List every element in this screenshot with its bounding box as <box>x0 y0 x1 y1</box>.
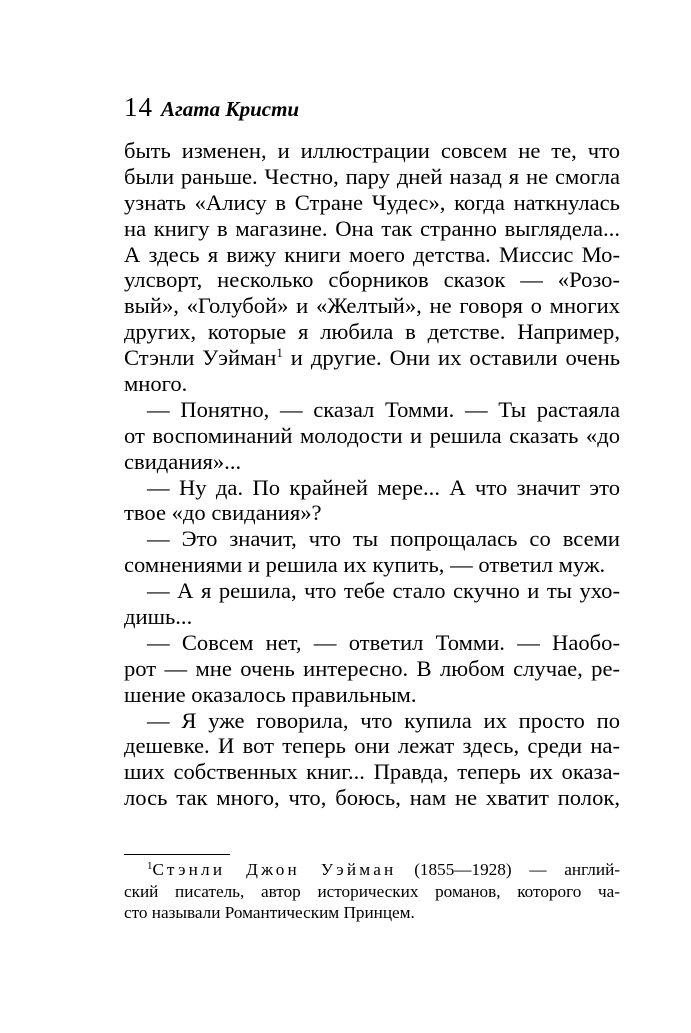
text-line: свидания»... <box>124 448 242 474</box>
text-line: на книгу в магазине. Она так странно выглядела... <box>124 215 620 241</box>
text-line: ших собственных книг... Правда, теперь их оказа- <box>124 759 620 785</box>
text-line <box>124 345 620 371</box>
text-line: других, которые я любила в детстве. Например, <box>124 319 620 345</box>
text-line: — Я уже говорила, что купила их просто по <box>147 707 620 733</box>
text-line: узнать «Алису в Стране Чудес», когда наткнулась <box>124 189 620 215</box>
text-line: — Это значит, что ты попрощалась со всеми <box>147 526 620 552</box>
footnote-divider <box>124 854 230 855</box>
footnotes <box>124 859 620 924</box>
footnote-text: (1855—1928) — англий- <box>396 860 620 879</box>
book-author: Агата Кристи <box>161 97 300 121</box>
text-line: — Совсем нет, — ответил Томми. — Наобо- <box>147 629 620 655</box>
text-line: твое «до свидания»? <box>124 500 322 526</box>
page-number: 14 <box>124 92 153 122</box>
text-line: от воспоминаний молодости и решила сказать «до <box>124 422 620 448</box>
footnote-reference: 1 <box>276 345 283 361</box>
footnote-line <box>124 859 620 881</box>
footnote-line: ский писатель, автор исторических романов, которого ча- <box>124 881 620 901</box>
text-line: А здесь я вижу книги моего детства. Миссис Мо- <box>124 241 620 267</box>
text-line: шение оказалось правильным. <box>124 681 417 707</box>
footnote-mark: 1 <box>147 860 153 872</box>
text-line: быть изменен, и иллюстрации совсем не те, что <box>124 138 620 163</box>
body-text <box>124 138 620 811</box>
footnote-line: сто называли Романтическим Принцем. <box>124 903 415 922</box>
text-line: улсворт, несколько сборников сказок — «Розо- <box>124 267 620 293</box>
text-line: были раньше. Честно, пару дней назад я не смогла <box>124 163 620 189</box>
text-line: дишь... <box>124 604 193 630</box>
text-line: — А я решила, что тебе стало скучно и ты ухо- <box>147 578 620 604</box>
text-line: — Понятно, — сказал Томми. — Ты растаяла <box>147 396 620 422</box>
text-line: дешевке. И вот теперь они лежат здесь, среди на- <box>124 733 620 759</box>
footnote-person-name: Стэнли Джон Уэйман <box>152 860 397 879</box>
text-segment: и другие. Они их оставили очень <box>282 345 620 371</box>
text-line: рот — мне очень интересно. В любом случае, ре- <box>124 655 620 681</box>
text-line: лось так много, что, боюсь, нам не хватит полок, <box>124 785 620 811</box>
text-line: много. <box>124 371 188 397</box>
running-head <box>124 92 299 128</box>
text-segment: Стэнли Уэйман <box>124 345 277 371</box>
text-line: сомнениями и решила их купить, — ответил муж. <box>124 552 606 578</box>
text-line: — Ну да. По крайней мере... А что значит это <box>147 474 620 500</box>
text-line: вый», «Голубой» и «Желтый», не говоря о многих <box>124 293 620 319</box>
